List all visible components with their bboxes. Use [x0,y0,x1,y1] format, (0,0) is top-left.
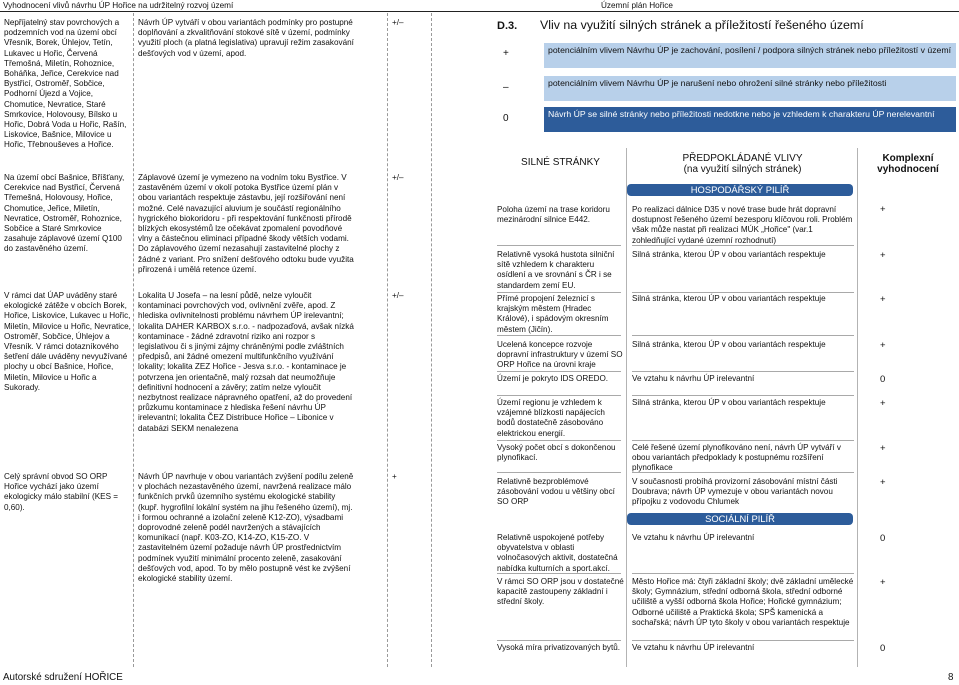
score-privatized-flats: 0 [880,643,886,654]
score-water-supply: + [880,477,886,488]
column-header-effects-subtitle: (na využití silných stránek) [683,164,802,175]
score-ids-oredo: 0 [880,374,886,385]
left-table-divider-2 [387,13,388,667]
section-title: Vliv na využití silných stránek a příležitostí řešeného území [540,18,864,32]
effect-highway-corridor: Po realizaci dálnice D35 v nové trase bude hrát dopravní dostupnost řešeného území bezesporu klíčovou roli. Problém však může nastat při realizaci MÚK „Hořice" (var.1 zohledňující vydané územní rozhodnutí) [632,205,853,245]
measure-flood-zone: Záplavové území je vymezeno na vodním toku Bystřice. V zastavěném území v okolí potoka Bystřice území plán v obou variantách respektuje zástavbu, její rozšiřování není možné. Celé navazující aluvium je součástí regionálního hygrického biokoridoru - při respektování funkčnosti přírodě blízkých ekosystémů lze očekávat zpomalení povodňové vlny a částečnou eliminaci případné škody větších vodami. Do záplavového území nezasahují zastavitelné plochy z žádné z variant. Pro snížení dešťového odtoku bude využita přirozená i umělá retence území. [138,173,354,274]
section-band-social: SOCIÁLNÍ PILÍŘ [627,513,853,525]
situation-water-quality: Nepříjatelný stav povrchových a podzemních vod na území obcí Vřesník, Borek, Úhlejov, Tetín, Lukavec u Hořic, Červená Třemošná, Miletín, Rohoznice, Boháňka, Jeřice, Cerekvice nad Bystřicí, Ostroměř, Sobčice, Podhorní Újezd a Vojice, Chomutice, Nevratice, Staré Smrkovice, Holovousy, Bílsko u Hořic, Dobrá Voda u Hořic, Rašín, Liskovice, Bašnice, Milovice u Hořic, Třebnouševes a Hořice. [4,18,127,150]
effect-ids-oredo: Ve vztahu k návrhu ÚP irelevantní [632,374,755,383]
strength-road-density: Relativně vysoká hustota silniční sítě vzhledem k charakteru osídlení a ve srovnání s ČR i se standardem zemí EU. [497,250,615,290]
score-ecological-burdens: +/– [392,291,404,300]
situation-flood-zone: Na území obcí Bašnice, Bříšťany, Cerekvice nad Bystřicí, Červená Třemešná, Holovousy, Hořice, Chomutice, Jeřice, Miletín, Nevratice, Ostroměř, Rohoznice, Sobčice a Staré Smrkovice zasahuje záplavové území Q100 do zastavěného území. [4,173,125,254]
column-header-effects [630,153,855,175]
score-highway-corridor: + [880,204,886,215]
footer-author: Autorské sdružení HOŘICE [3,672,123,683]
strength-gasification: Vysoký počet obcí s dokončenou plynofikací. [497,443,616,463]
effect-leisure-activities: Ve vztahu k návrhu ÚP irelevantní [632,533,755,542]
section-number: D.3. [497,20,518,32]
effect-transport-concept: Silná stránka, kterou ÚP v obou variantách respektuje [632,340,826,349]
strength-schools: V rámci SO ORP jsou v dostatečné kapacitě zastoupeny základní i střední školy. [497,577,624,607]
legend-minus-symbol: – [503,82,509,93]
effect-electricity-supply: Silná stránka, kterou ÚP v obou variantách respektuje [632,398,826,407]
measure-ecological-stability: Návrh ÚP navrhuje v obou variantách zvýšení podílu zeleně v plochách nezastavěného území, navržená realizace málo funkčních prvků územního systému ekologické stability (kupř. hygrofilní lokální systém na jihu řešeného území), mj. i formou ochranné a izolační zeleně K12-ZO), výsadbami doprovodné zeleně podél navržených a stávajících komunikací (např. K03-ZO, K14-ZO, K15-ZO. V zastavitelném území požaduje návrh ÚP prostřednictvím podmínek využití minimální procento zeleně, zasakování dešťových vod, apod. To by mělo postupně vést ke zvýšení ekologické stability území. [138,472,354,584]
legend-plus-symbol: + [503,48,509,59]
legend-zero-symbol: 0 [503,113,509,124]
situation-ecological-stability: Celý správní obvod SO ORP Hořice vychází jako území ekologicky málo stabilní (KES = 0,60). [4,472,119,512]
column-header-complex [858,153,958,175]
header-rule [0,11,959,12]
effect-rail-connection: Silná stránka, kterou ÚP v obou variantách respektuje [632,294,826,303]
score-electricity-supply: + [880,398,886,409]
effect-water-supply: V současnosti probíhá provizorní zásobování místní části Doubrava; návrh ÚP vymezuje v obou variantách novou přípojku z vodovodu Chlumek [632,477,838,507]
strength-transport-concept: Ucelená koncepce rozvoje dopravní infrastruktury v území SO ORP Hořice na úrovni kraje [497,340,623,370]
strength-highway-corridor: Poloha území na trase koridoru mezinárodní silnice E442. [497,205,610,225]
effect-schools: Město Hořice má: čtyři základní školy; dvě základní umělecké školy; Gymnázium, střední odborná škola, střední odborné učiliště a vyšší odborná škola Hořice; Hořické gymnázium; Odborné učiliště a Praktická škola; SPŠ kamenická a sochařská; návrh ÚP tyto školy v obou variantách respektuje [632,577,854,627]
effect-privatized-flats: Ve vztahu k návrhu ÚP irelevantní [632,643,755,652]
strength-ids-oredo: Území je pokryto IDS OREDO. [497,374,609,383]
page-number: 8 [948,672,954,683]
section-band-economic: HOSPODÁŘSKÝ PILÍŘ [627,184,853,196]
score-leisure-activities: 0 [880,533,886,544]
legend-zero-text: Návrh ÚP se silné stránky nebo příležitosti nedotkne nebo je vzhledem k charakteru ÚP nerelevantní [544,107,956,132]
score-flood-zone: +/– [392,173,404,182]
score-ecological-stability: + [392,472,397,481]
score-rail-connection: + [880,294,886,305]
right-table-divider-1 [626,148,627,667]
legend-minus-text: potenciálním vlivem Návrhu ÚP je narušení nebo ohrožení silné stránky nebo příležitosti [544,76,956,101]
strength-electricity-supply: Území regionu je vzhledem k vzájemné blízkosti napájecích bodů dostatečně zásobováno elektrickou energií. [497,398,605,438]
legend-plus-text: potenciálním vlivem Návrhu ÚP je zachování, posílení / podpora silných stránek nebo příležitostí v území [544,43,956,68]
effect-gasification: Celé řešené území plynofikováno není, návrh ÚP vytváří v obou variantách předpoklady k postupnému rozšíření plynofikace [632,443,841,473]
score-water-quality: +/– [392,18,404,27]
effect-road-density: Silná stránka, kterou ÚP v obou variantách respektuje [632,250,826,259]
left-table-divider-1 [133,13,134,667]
right-table-divider-2 [857,148,858,667]
column-header-complex-line1: Komplexní [882,153,934,164]
measure-water-quality: Návrh ÚP vytváří v obou variantách podmínky pro postupné doplňování a zkvalitňování stokové sítě v území, podmínky využití ploch (a platná legislativa) upravují režim zasakování dešťových vod v území, apod. [138,18,354,58]
running-header-document: Územní plán Hořice [601,1,673,10]
score-transport-concept: + [880,340,886,351]
column-header-complex-line2: vyhodnocení [877,164,939,175]
score-gasification: + [880,443,886,454]
strength-water-supply: Relativně bezproblémové zásobování vodou u většiny obcí SO ORP [497,477,615,507]
strength-leisure-activities: Relativně uspokojené potřeby obyvatelstva v oblasti volnočasových aktivit, dostatečná nabídka kulturních a sport.akcí. [497,533,618,573]
strength-privatized-flats: Vysoká míra privatizovaných bytů. [497,643,620,652]
score-schools: + [880,577,886,588]
running-header-title: Vyhodnocení vlivů návrhu ÚP Hořice na udržitelný rozvoj území [3,1,234,10]
situation-ecological-burdens: V rámci dat ÚAP uváděny staré ekologické zátěže v obcích Borek, Hořice, Liskovice, Lukavec u Hořic, Miletín, Milovice u Hořic, Nevratice, Ostroměř, Sobčice, Úhlejov a Vřesník. V rámci dotazníkového šetření dále uváděny nevyužívané plochy u obcí Bašnice, Hořice, Miletín, Milovice u Hořic a Sukorady. [4,291,131,392]
measure-ecological-burdens: Lokalita U Josefa – na lesní půdě, nelze vyloučit kontaminaci povrchových vod, ovlivnění zvěře, apod. Z hlediska ovlivnitelnosti problému návrhem ÚP irelevantní; lokalita DAHER KARBOX s.r.o. - nadpozaďová, avšak nízká kontaminace - žádné zdravotní riziko ani rozpor s legislativou či s jinými zájmy chráněnými podle zvláštních předpisů, ani žádné omezení multifunkčního využívání lokality; lokalita ZEZ Hořice - Jesva s.r.o. - kontaminace je potvrzena jen orientačně, malý rozsah dat neumožňuje definitivní hodnocení a závěry; zatím nelze vyloučit nezbytnost realizace nápravného opatření, až do provedení průzkumu kontaminace z hlediska řešení návrhu ÚP irelevantní; lokalita ČEZ Distribuce Hořice – Libonice v databázi SEKM nenalezena [138,291,354,433]
score-road-density: + [880,250,886,261]
column-header-effects-title: PŘEDPOKLÁDANÉ VLIVY [682,153,803,164]
column-header-strengths: SILNÉ STRÁNKY [521,157,600,168]
left-table-divider-3 [431,13,432,667]
strength-rail-connection: Přímé propojení železnicí s krajským městem (Hradec Králové), i spádovým okresním městem (Jičín). [497,294,609,334]
